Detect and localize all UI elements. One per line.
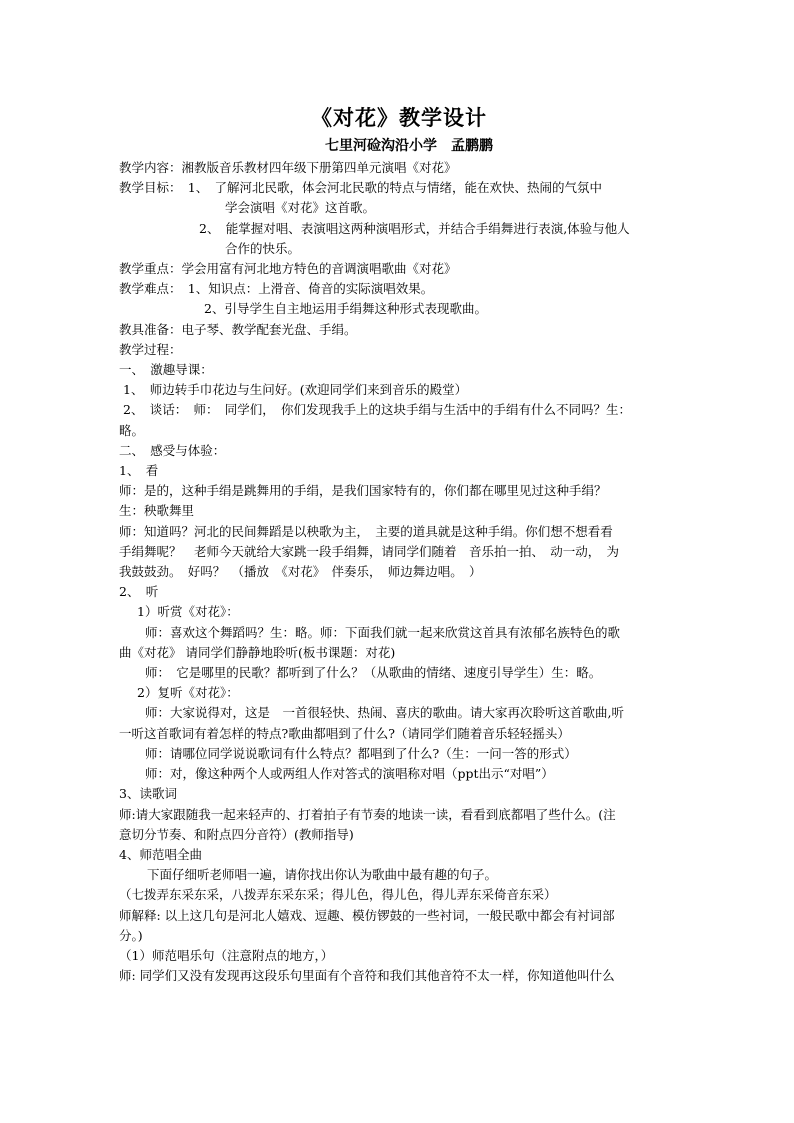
teaching-goal-1: 教学目标： 1、 了解河北民歌，体会河北民歌的特点与情绪，能在欢快、热闹的气氛中	[119, 180, 602, 196]
subheading-read-lyrics: 3、读歌词	[119, 786, 177, 802]
paragraph-line: 师：喜欢这个舞蹈吗？生：略。师：下面我们就一起来欣赏这首具有浓郁名族特色的歌	[145, 624, 621, 640]
teaching-goal-1-cont: 学会演唱《对花》这首歌。	[225, 200, 376, 216]
paragraph-line: 师：是的，这种手绢是跳舞用的手绢，是我们国家特有的，你们都在哪里见过这种手绢？	[119, 483, 607, 499]
teaching-difficulty-2: 2、引导学生自主地运用手绢舞这种形式表现歌曲。	[204, 301, 487, 317]
section-heading-2: 二、 感受与体验：	[119, 442, 226, 458]
teaching-goal-2-cont: 合作的快乐。	[225, 240, 301, 256]
paragraph-line: 师：对，像这种两个人或两组人作对答式的演唱称对唱（ppt出示“对唱”）	[145, 766, 554, 782]
document-author: 七里河硷沟沿小学 孟鹏鹏	[325, 138, 493, 154]
subheading-demo-sing: 4、师范唱全曲	[119, 846, 202, 862]
subheading-relisten: 2）复听《对花》：	[137, 685, 239, 701]
paragraph-line: 一听这首歌词有着怎样的特点?歌曲都唱到了什么?（请同学们随着音乐轻轻摇头）	[119, 725, 570, 741]
teaching-goal-2: 2、 能掌握对唱、表演唱这两种演唱形式，并结合手绢舞进行表演,体验与他人	[199, 220, 630, 236]
paragraph-line: 2、 谈话： 师： 同学们， 你们发现我手上的这块手绢与生活中的手绢有什么不同吗？生：	[123, 402, 631, 418]
subheading-listen: 2、 听	[119, 584, 159, 600]
teaching-tools: 教具准备：电子琴、教学配套光盘、手绢。	[119, 321, 357, 337]
subheading-phrase-demo: （1）师范唱乐句（注意附点的地方，）	[119, 947, 334, 963]
paragraph-line: 我鼓鼓劲。 好吗？ （播放 《对花》 伴奏乐， 师边舞边唱。 ）	[119, 564, 482, 580]
paragraph-line: （七拨弄东采东采，八拨弄东采东采；得儿色，得儿色，得儿弄东采倚音东采）	[119, 887, 557, 903]
teaching-key-point: 教学重点：学会用富有河北地方特色的音调演唱歌曲《对花》	[119, 261, 457, 277]
paragraph-line: 曲《对花》 请同学们静静地聆听(板书课题：对花)	[119, 644, 396, 660]
teaching-content: 教学内容：湘教版音乐教材四年级下册第四单元演唱《对花》	[119, 160, 457, 175]
paragraph-line: 略。	[119, 422, 145, 438]
paragraph-line: 下面仔细听老师唱一遍，请你找出你认为歌曲中最有趣的句子。	[147, 867, 498, 883]
subheading-look: 1、 看	[119, 463, 159, 479]
paragraph-line: 师解释: 以上这几句是河北人嬉戏、逗趣、模仿锣鼓的一些衬词，一般民歌中都会有衬词部	[119, 907, 615, 923]
paragraph-line: 分。)	[119, 927, 143, 943]
subheading-appreciate: 1）听赏《对花》：	[137, 604, 239, 620]
paragraph-line: 意切分节奏、和附点四分音符）(教师指导)	[119, 826, 354, 842]
paragraph-line: 师:请大家跟随我一起来轻声的、打着拍子有节奏的地读一读，看看到底都唱了些什么。(注	[119, 806, 616, 822]
paragraph-line: 生：秧歌舞里	[119, 503, 195, 519]
document-page	[119, 104, 679, 986]
section-heading-1: 一、 激趣导课：	[119, 362, 213, 378]
teaching-process-heading: 教学过程：	[119, 341, 182, 357]
paragraph-line: 1、 师边转手巾花边与生问好。(欢迎同学们来到音乐的殿堂）	[123, 382, 468, 398]
paragraph-line: 手绢舞呢？ 老师今天就给大家跳一段手绢舞，请同学们随着 音乐拍一拍、 动一动， 为	[119, 543, 620, 559]
paragraph-line: 师: 同学们又没有发现再这段乐句里面有个音符和我们其他音符不太一样，你知道他叫什么	[119, 968, 615, 984]
teaching-difficulty-1: 教学难点： 1、知识点：上滑音、倚音的实际演唱效果。	[119, 281, 434, 297]
paragraph-line: 师：请哪位同学说说歌词有什么特点？都唱到了什么?（生：一问一答的形式）	[145, 745, 577, 761]
paragraph-line: 师：大家说得对，这是 一首很轻快、热闹、喜庆的歌曲。请大家再次聆听这首歌曲,听	[145, 705, 624, 721]
paragraph-line: 师：知道吗？河北的民间舞蹈是以秧歌为主， 主要的道具就是这种手绢。你们想不想看看	[119, 523, 613, 539]
document-title: 《对花》教学设计	[311, 105, 487, 130]
paragraph-line: 师： 它是哪里的民歌？都听到了什么？（从歌曲的情绪、速度引导学生）生：略。	[145, 665, 602, 681]
